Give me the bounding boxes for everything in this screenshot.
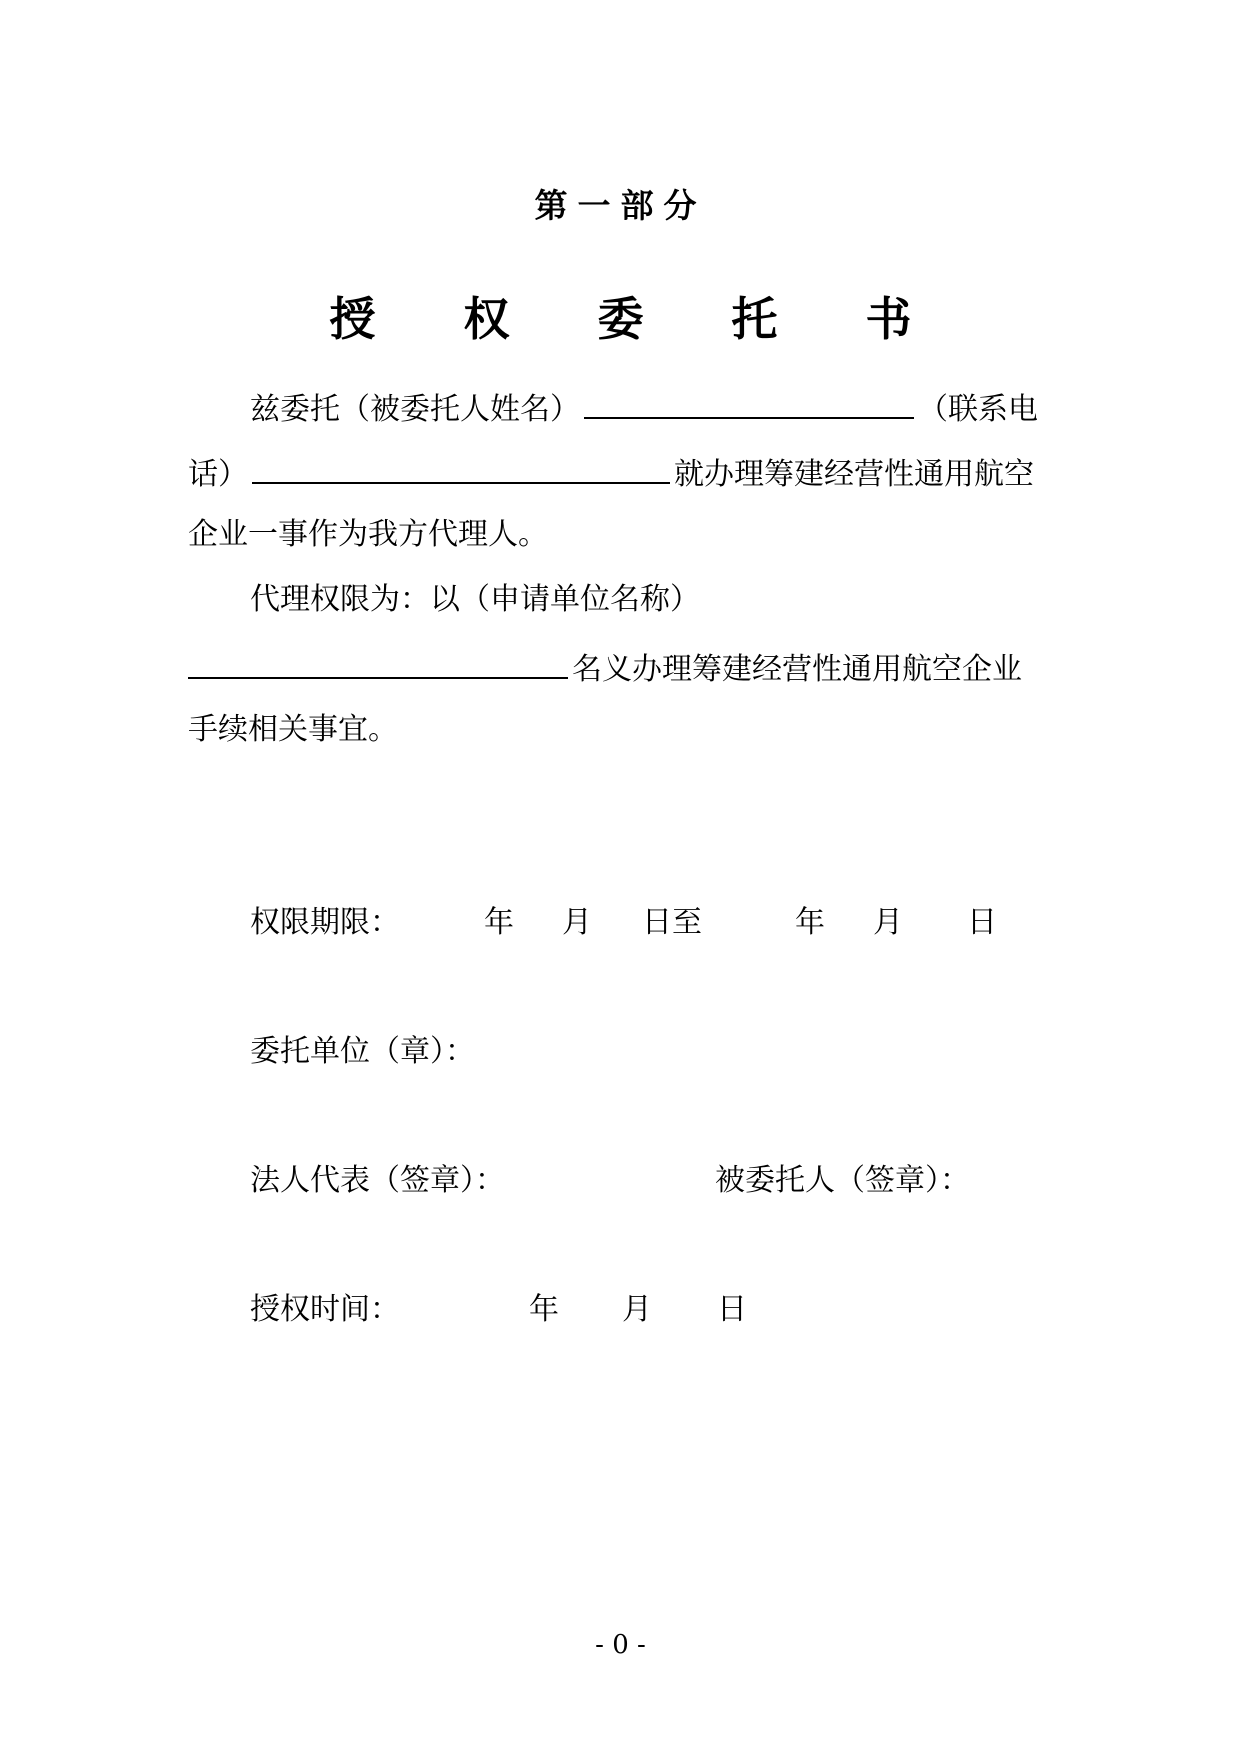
entrusting-unit-label: 委托单位（章）： xyxy=(250,1034,475,1069)
validity-start-day: 日至 xyxy=(642,905,702,940)
section-label: 第一部分 xyxy=(534,186,707,225)
entrust-purpose: 就办理筹建经营性通用航空 xyxy=(674,457,1034,492)
agent-name-blank[interactable] xyxy=(584,385,914,419)
auth-time-month: 月 xyxy=(622,1292,652,1327)
auth-time-day: 日 xyxy=(717,1292,747,1327)
auth-time-label: 授权时间： xyxy=(250,1292,400,1327)
validity-end-year: 年 xyxy=(795,905,825,940)
phone-label-end: 话） xyxy=(188,457,248,492)
validity-start-month: 月 xyxy=(562,905,592,940)
validity-end-day: 日 xyxy=(967,905,997,940)
agent-signature-label: 被委托人（签章）： xyxy=(715,1163,970,1198)
validity-end-month: 月 xyxy=(873,905,903,940)
entrust-line-1 xyxy=(250,385,1038,430)
page-number: - 0 - xyxy=(595,1630,646,1660)
validity-label: 权限期限： xyxy=(250,905,400,940)
entrust-line-3: 企业一事作为我方代理人。 xyxy=(188,517,548,552)
validity-start-year: 年 xyxy=(484,905,514,940)
entrust-phone-prefix: （联系电 xyxy=(918,392,1038,427)
legal-rep-label: 法人代表（签章）： xyxy=(250,1163,505,1198)
entrust-name-prefix: 兹委托（被委托人姓名） xyxy=(250,392,580,427)
authority-line-1: 代理权限为：以（申请单位名称） xyxy=(250,582,700,617)
phone-blank[interactable] xyxy=(252,450,670,484)
document-title: 授 权 委 托 书 xyxy=(329,292,948,346)
authority-line-2 xyxy=(188,645,1022,690)
applicant-name-blank[interactable] xyxy=(188,645,568,679)
entrust-line-2 xyxy=(188,450,1034,495)
auth-time-year: 年 xyxy=(529,1292,559,1327)
authority-purpose: 名义办理筹建经营性通用航空企业 xyxy=(572,652,1022,687)
authority-line-3: 手续相关事宜。 xyxy=(188,712,398,747)
